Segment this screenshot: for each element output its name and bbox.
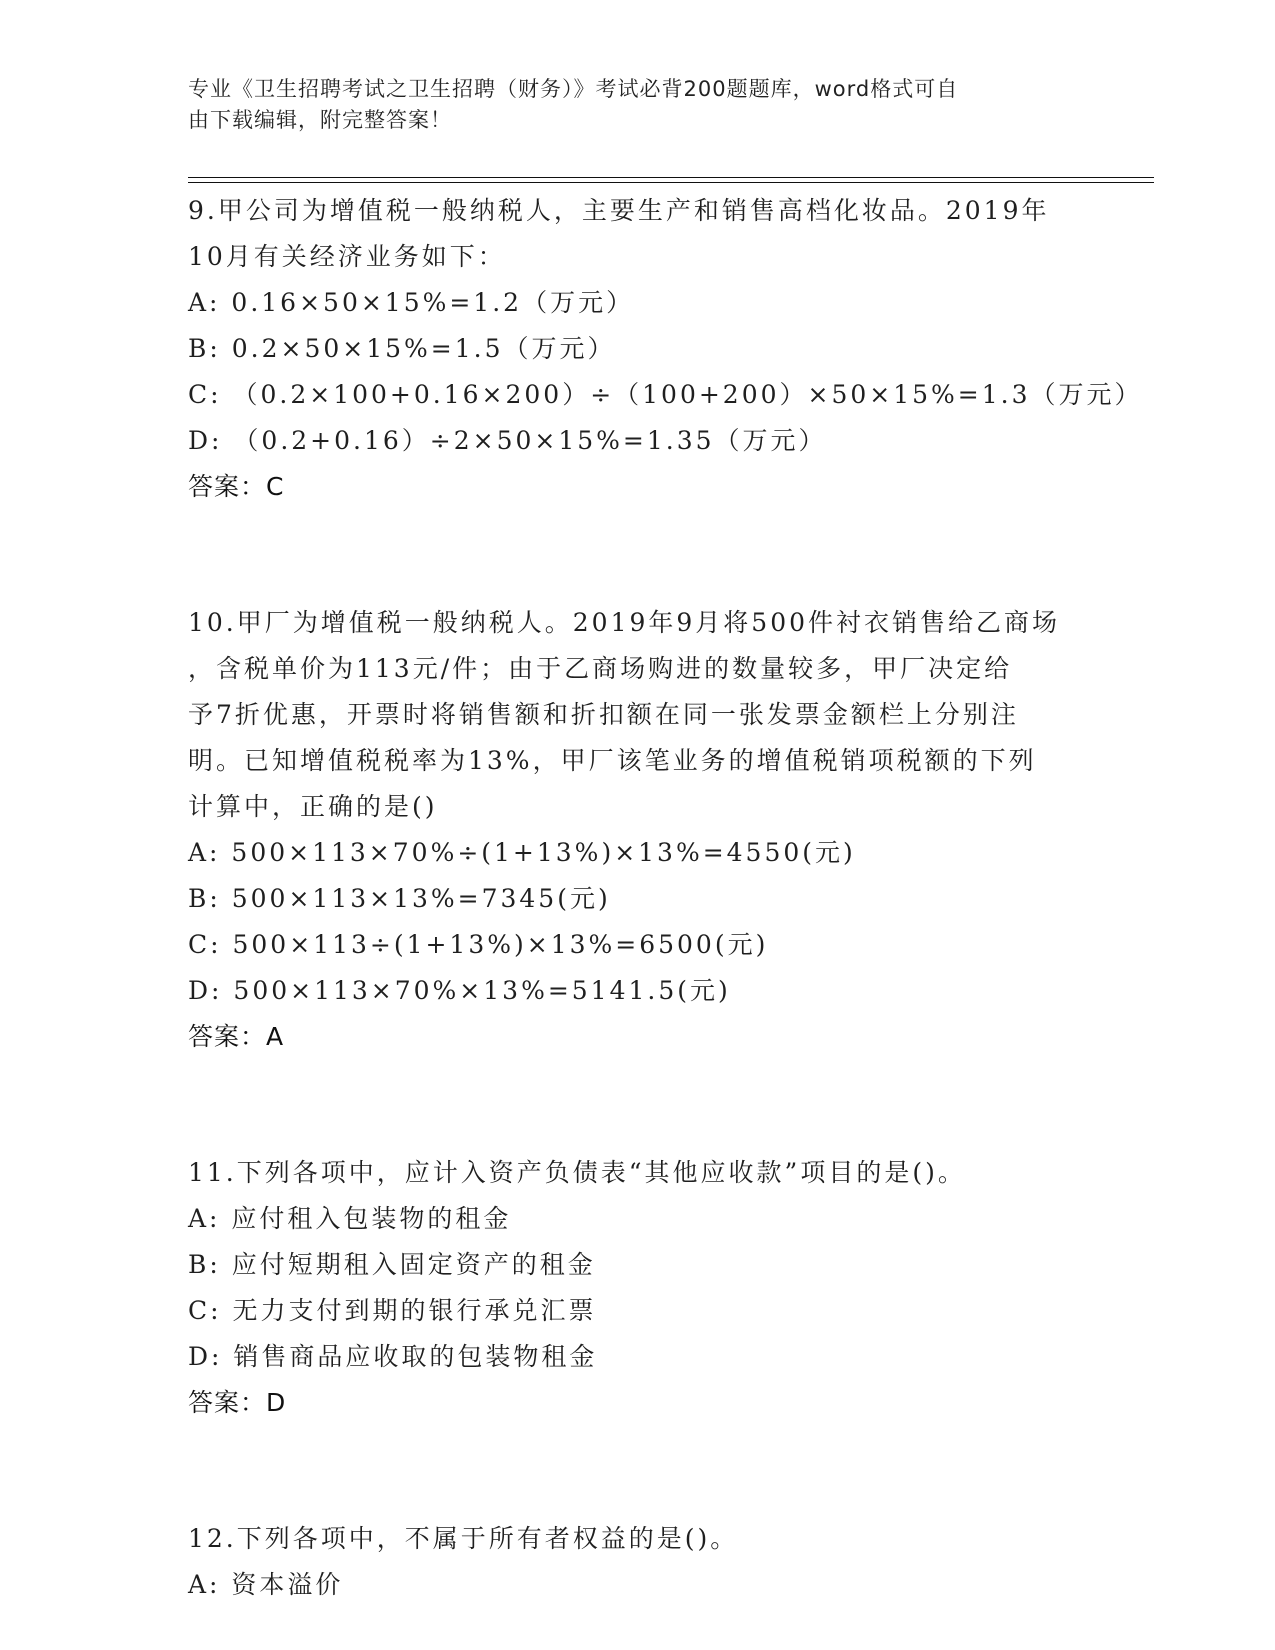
option-c: C: （0.2×100+0.16×200）÷（100+200）×50×15%=1.3（万元） [188,380,1143,409]
option-b: B: 500×113×13%=7345(元) [188,884,611,913]
option-b: B: 0.2×50×15%=1.5（万元） [188,334,616,363]
question-stem-line: 9.甲公司为增值税一般纳税人，主要生产和销售高档化妆品。2019年 [188,196,1050,225]
option-d: D: （0.2+0.16）÷2×50×15%=1.35（万元） [188,426,827,455]
option-a: A: 资本溢价 [188,1570,344,1599]
option-a: A: 500×113×70%÷(1+13%)×13%=4550(元) [188,838,856,867]
option-d: D: 500×113×70%×13%=5141.5(元) [188,976,731,1005]
answer-line: 答案：C [188,472,285,501]
option-b: B: 应付短期租入固定资产的租金 [188,1250,596,1279]
question-stem-line: 12.下列各项中，不属于所有者权益的是()。 [188,1524,739,1553]
header-divider-top [188,177,1154,178]
question-stem-line: 11.下列各项中，应计入资产负债表“其他应收款”项目的是()。 [188,1158,966,1187]
document-header [188,74,1068,136]
question-stem-line: 10月有关经济业务如下： [188,242,506,271]
option-a: A: 0.16×50×15%=1.2（万元） [188,288,635,317]
question-12 [188,1516,1088,1608]
answer-line: 答案：A [188,1022,285,1051]
question-stem-line: 10.甲厂为增值税一般纳税人。2019年9月将500件衬衣销售给乙商场 [188,608,1061,637]
question-spacer [188,510,1088,600]
option-c: C: 无力支付到期的银行承兑汇票 [188,1296,597,1325]
question-spacer [188,1060,1088,1150]
question-spacer [188,1426,1088,1516]
question-9 [188,188,1143,510]
header-divider-bottom [188,182,1154,183]
question-11 [188,1150,1088,1426]
option-c: C: 500×113÷(1+13%)×13%=6500(元) [188,930,769,959]
question-stem-line: 明。已知增值税税率为13%，甲厂该笔业务的增值税销项税额的下列 [188,746,1037,775]
option-d: D: 销售商品应收取的包装物租金 [188,1342,598,1371]
option-a: A: 应付租入包装物的租金 [188,1204,512,1233]
question-10 [188,600,1088,1060]
question-stem-line: 予7折优惠，开票时将销售额和折扣额在同一张发票金额栏上分别注 [188,700,1019,729]
question-stem-line: ，含税单价为113元/件；由于乙商场购进的数量较多，甲厂决定给 [188,654,1013,683]
header-line-1: 专业《卫生招聘考试之卫生招聘（财务）》考试必背200题题库，word格式可自 [188,77,959,101]
header-line-2: 由下载编辑，附完整答案！ [188,108,452,132]
answer-line: 答案：D [188,1388,287,1417]
question-stem-line: 计算中，正确的是() [188,792,438,821]
question-list [188,188,1143,1608]
